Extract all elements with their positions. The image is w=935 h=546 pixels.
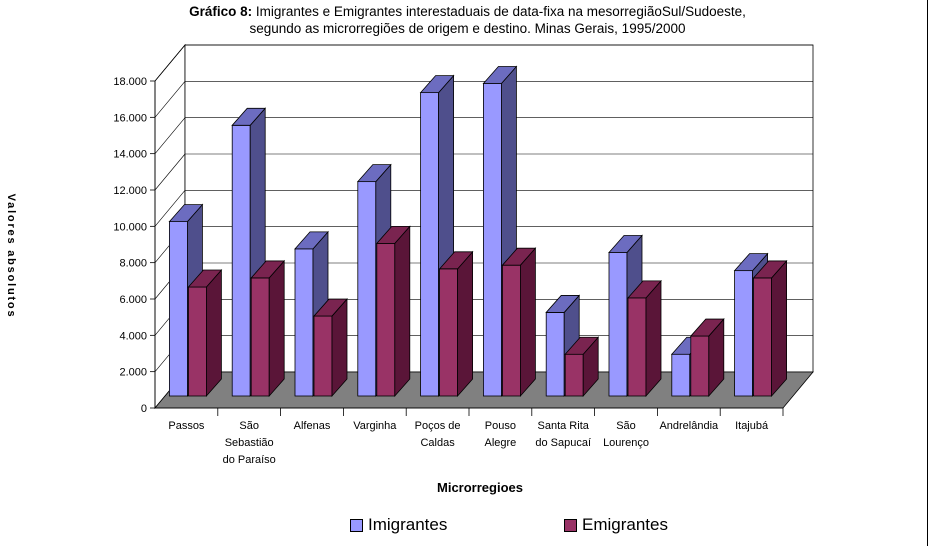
bar-emigrantes-front	[314, 316, 332, 396]
x-tick-label-line: Caldas	[420, 437, 455, 449]
y-tick-label: 8.000	[119, 257, 147, 270]
y-tick-label: 16.000	[113, 112, 147, 125]
x-tick-label	[535, 420, 591, 449]
x-tick-label-line: Andrelândia	[659, 420, 719, 432]
y-tick-label: 12.000	[113, 185, 147, 197]
x-tick-label-line: Passos	[168, 420, 205, 432]
chart-title-text: Imigrantes e Emigrantes interestaduais de data-fixa na mesorregiãoSul/Sudoeste,	[252, 4, 746, 19]
y-tick-label: 2.000	[119, 366, 147, 379]
legend-item-imigrantes	[350, 515, 447, 535]
x-tick-label-line: São	[616, 420, 636, 432]
bar-emigrantes-front	[565, 354, 583, 396]
x-tick-label	[168, 420, 205, 432]
x-tick-label	[294, 420, 331, 432]
x-axis-label: Microrregioes	[437, 480, 523, 495]
bar-imigrantes-front	[232, 125, 250, 396]
chart-title-bold: Gráfico 8:	[189, 4, 253, 19]
x-tick-label-line: Varginha	[353, 420, 397, 432]
x-tick-label-line: Sebastião	[224, 437, 274, 449]
x-tick-label-line: Alfenas	[293, 420, 331, 432]
bar-emigrantes-side	[458, 252, 473, 396]
y-axis-label: Valores absolutos	[5, 193, 17, 319]
bar-emigrantes-front	[754, 278, 772, 396]
x-tick-label-line: Pouso	[484, 420, 517, 432]
legend-swatch-imigrantes	[350, 519, 363, 532]
bar-emigrantes-side	[772, 261, 787, 396]
bar-imigrantes-front	[358, 182, 376, 396]
bar-emigrantes-front	[502, 265, 520, 396]
x-tick-label-line: Lourenço	[603, 437, 649, 449]
bar-emigrantes-side	[646, 281, 661, 396]
y-tick-label: 4.000	[119, 330, 147, 343]
x-tick-label	[603, 420, 649, 449]
x-tick-label-line: Itajubá	[735, 420, 769, 432]
bar-imigrantes-front	[546, 312, 564, 396]
y-tick-label: 0	[140, 403, 147, 415]
bar-emigrantes-front	[188, 287, 206, 396]
bar-emigrantes-side	[206, 270, 221, 396]
x-tick-label	[485, 420, 517, 449]
bar-imigrantes-front	[169, 222, 187, 396]
y-tick-label: 6.000	[119, 294, 147, 306]
bar-emigrantes-side	[269, 261, 284, 396]
x-tick-label-line: Alegre	[484, 437, 517, 449]
y-tick-label: 10.000	[113, 221, 147, 234]
y-tick-label: 14.000	[113, 148, 147, 161]
x-tick-label	[415, 420, 461, 449]
bar-imigrantes-front	[609, 252, 627, 396]
bar-imigrantes-front	[672, 354, 690, 396]
bar-imigrantes-front	[735, 271, 753, 396]
x-tick-label	[735, 420, 769, 432]
x-tick-label-line: do Sapucaí	[535, 437, 592, 449]
chart-subtitle: segundo as microrregiões de origem e destino. Minas Gerais, 1995/2000	[249, 21, 686, 36]
bar-imigrantes-front	[483, 84, 501, 396]
legend-label-imigrantes: Imigrantes	[368, 515, 448, 534]
bar-emigrantes-front	[440, 269, 458, 396]
legend-swatch-emigrantes	[564, 519, 577, 532]
bar-emigrantes-front	[691, 336, 709, 396]
x-tick-label	[353, 420, 397, 432]
bar-emigrantes-side	[520, 248, 535, 396]
legend-item-emigrantes	[564, 515, 668, 535]
y-tick-label: 18.000	[113, 76, 147, 88]
legend	[340, 515, 700, 539]
x-tick-label	[223, 420, 276, 466]
x-tick-label-line: Santa Rita	[537, 420, 589, 432]
bar-emigrantes-front	[377, 243, 395, 396]
x-tick-label-line: São	[239, 420, 259, 432]
bar-imigrantes-front	[421, 93, 439, 396]
x-tick-label-line: Poços de	[414, 420, 461, 432]
legend-label-emigrantes: Emigrantes	[582, 515, 668, 534]
x-tick-label-line: do Paraíso	[222, 454, 276, 466]
bar-emigrantes-front	[628, 298, 646, 396]
bar-imigrantes-front	[295, 249, 313, 396]
bar-emigrantes-front	[251, 278, 269, 396]
bar-emigrantes-side	[395, 226, 410, 396]
x-tick-label	[659, 420, 719, 432]
